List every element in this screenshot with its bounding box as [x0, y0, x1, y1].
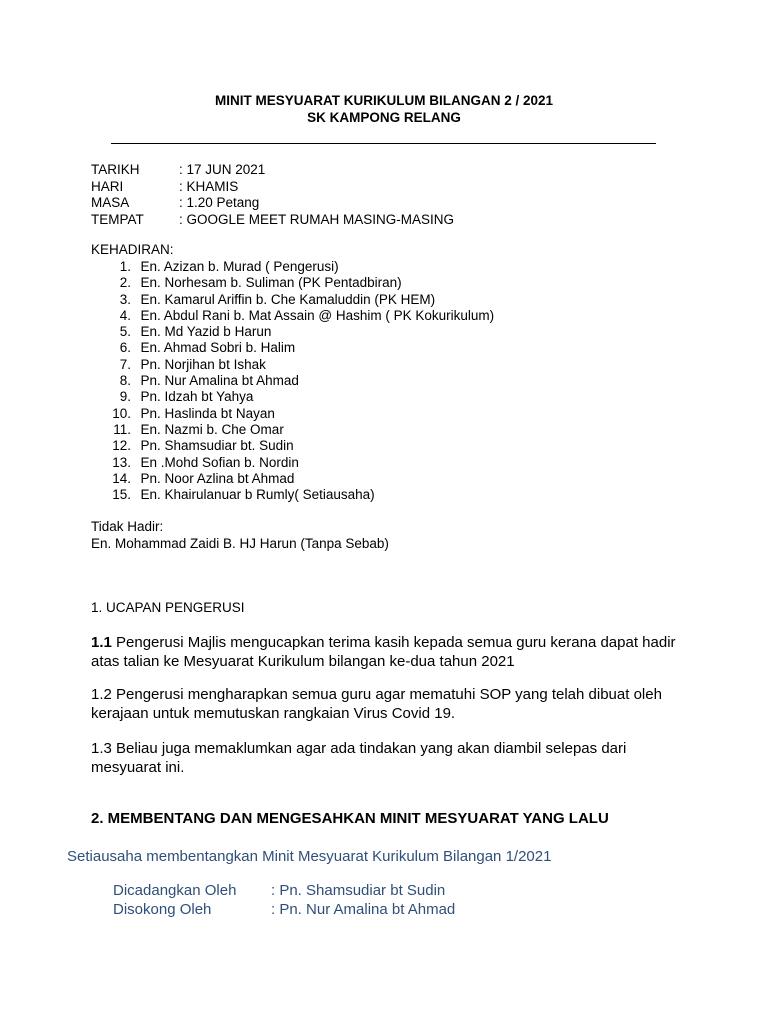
attendee-name: En. Nazmi b. Che Omar — [140, 421, 284, 437]
meta-value: : GOOGLE MEET RUMAH MASING-MASING — [179, 211, 455, 227]
attendee-name: Pn. Norjihan bt Ishak — [140, 356, 266, 372]
attendee-number: 12. — [112, 438, 131, 454]
attendee-number: 10. — [112, 405, 131, 421]
section-1-heading: 1. UCAPAN PENGERUSI — [91, 600, 245, 615]
attendee-name: En. Norhesam b. Suliman (PK Pentadbiran) — [140, 275, 402, 291]
attendee-item — [91, 438, 494, 454]
meta-value: : KHAMIS — [179, 178, 239, 194]
school-name: SK KAMPONG RELANG — [307, 110, 461, 125]
proposed-by-label: Dicadangkan Oleh — [113, 882, 237, 899]
absent-heading: Tidak Hadir: — [91, 519, 164, 534]
attendee-name: Pn. Shamsudiar bt. Sudin — [140, 438, 294, 454]
attendee-name: Pn. Idzah bt Yahya — [140, 389, 254, 405]
attendee-item — [91, 455, 494, 471]
attendee-item — [91, 357, 494, 373]
attendee-number: 15. — [112, 487, 131, 503]
section-2-description: Setiausaha membentangkan Minit Mesyuarat Kurikulum Bilangan 1/2021 — [67, 848, 552, 865]
attendee-number: 14. — [112, 470, 131, 486]
attendee-name: Pn. Noor Azlina bt Ahmad — [140, 470, 295, 486]
attendee-name: Pn. Haslinda bt Nayan — [140, 405, 275, 421]
attendee-name: En. Md Yazid b Harun — [140, 324, 272, 340]
attendee-number: 9. — [119, 389, 131, 405]
attendee-number: 1. — [119, 259, 131, 274]
attendee-item — [91, 308, 494, 324]
paragraph-1-2: 1.2 Pengerusi mengharapkan semua guru agar mematuhi SOP yang telah dibuat oleh kerajaan untuk memutuskan rangkaian Virus Covid 19. — [91, 686, 662, 722]
paragraph-1-1 — [91, 633, 691, 671]
attendee-item — [91, 389, 494, 405]
seconded-by-row — [113, 901, 455, 918]
meta-value: : 1.20 Petang — [179, 195, 260, 210]
attendee-number: 8. — [119, 373, 131, 389]
meta-row-day — [91, 179, 454, 196]
attendee-name: En. Kamarul Ariffin b. Che Kamaluddin (PK HEM) — [140, 291, 436, 307]
attendee-item — [91, 292, 494, 308]
seconded-by-value: : Pn. Nur Amalina bt Ahmad — [271, 901, 456, 918]
meta-value: : 17 JUN 2021 — [179, 162, 266, 177]
meta-label: HARI — [91, 178, 124, 194]
attendee-item — [91, 406, 494, 422]
attendee-name: En. Ahmad Sobri b. Halim — [140, 340, 296, 356]
attendee-number: 6. — [119, 340, 131, 356]
attendee-name: En. Khairulanuar b Rumly( Setiausaha) — [140, 487, 375, 503]
attendee-item — [91, 275, 494, 291]
document-title: MINIT MESYUARAT KURIKULUM BILANGAN 2 / 2021 — [214, 93, 554, 108]
absent-name: En. Mohammad Zaidi B. HJ Harun (Tanpa Sebab) — [91, 536, 389, 551]
attendee-number: 11. — [113, 421, 131, 437]
meta-label: TEMPAT — [91, 211, 144, 227]
attendee-number: 13. — [112, 454, 131, 470]
header-divider — [111, 143, 656, 144]
seconded-by-label: Disokong Oleh — [113, 901, 212, 918]
attendee-item — [91, 324, 494, 340]
paragraph-1-3: 1.3 Beliau juga memaklumkan agar ada tindakan yang akan diambil selepas dari mesyuarat ini. — [91, 740, 627, 776]
attendee-name: En. Azizan b. Murad ( Pengerusi) — [140, 259, 339, 274]
meta-row-place — [91, 212, 454, 229]
attendee-item — [91, 259, 494, 275]
attendee-item — [91, 340, 494, 356]
attendee-name: Pn. Nur Amalina bt Ahmad — [140, 373, 299, 389]
attendance-heading: KEHADIRAN: — [91, 242, 174, 257]
paragraph-text: Pengerusi Majlis mengucapkan terima kasih kepada semua guru kerana dapat hadir atas talian ke Mesyuarat Kurikulum bilangan ke-dua tahun 2021 — [91, 634, 676, 670]
proposed-by-row — [113, 882, 445, 899]
meta-label: TARIKH — [91, 162, 140, 177]
attendance-list — [91, 259, 494, 503]
meta-label: MASA — [91, 195, 130, 210]
attendee-item — [91, 487, 494, 503]
attendee-name: En. Abdul Rani b. Mat Assain @ Hashim ( PK Kokurikulum) — [140, 307, 495, 323]
attendee-number: 5. — [119, 324, 131, 340]
meta-row-date — [91, 162, 454, 179]
proposed-by-value: : Pn. Shamsudiar bt Sudin — [271, 882, 446, 899]
meeting-details — [91, 162, 454, 228]
section-2-heading: 2. MEMBENTANG DAN MENGESAHKAN MINIT MESYUARAT YANG LALU — [91, 810, 609, 827]
attendee-number: 4. — [119, 307, 131, 323]
meta-row-time — [91, 195, 454, 212]
attendee-name: En .Mohd Sofian b. Nordin — [140, 454, 299, 470]
attendee-number: 7. — [119, 356, 131, 372]
attendee-number: 2. — [119, 275, 131, 291]
attendee-item — [91, 422, 494, 438]
paragraph-number: 1.1 — [91, 634, 112, 651]
attendee-number: 3. — [119, 291, 131, 307]
attendee-item — [91, 373, 494, 389]
attendee-item — [91, 471, 494, 487]
